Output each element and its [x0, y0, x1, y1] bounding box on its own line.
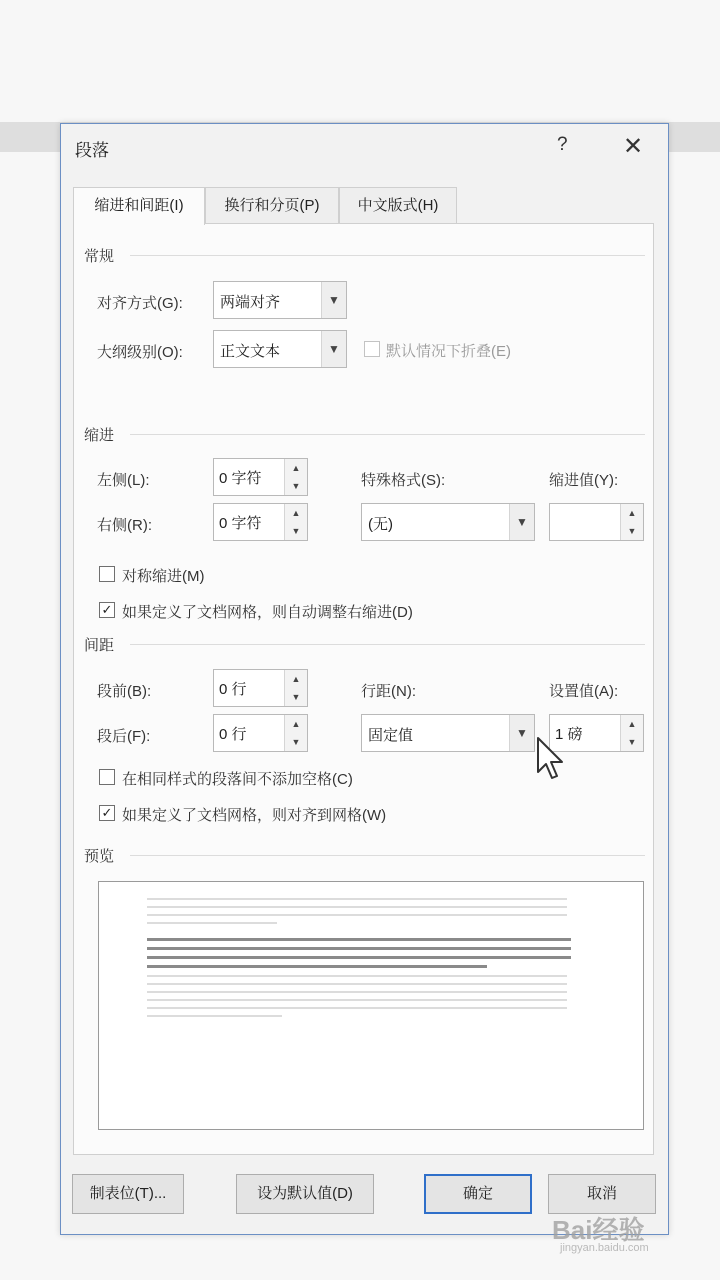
alignment-value: 两端对齐	[220, 294, 281, 311]
spin-up-icon[interactable]: ▲	[285, 504, 307, 523]
ok-button[interactable]: 确定	[424, 1174, 532, 1214]
spacing-before-value: 0 行	[219, 681, 247, 698]
preview-line	[147, 922, 277, 924]
indent-right-label: 右侧(R):	[97, 517, 152, 534]
no-space-same-style-checkbox[interactable]	[99, 769, 115, 785]
mirror-indents-label: 对称缩进(M)	[122, 568, 205, 585]
spin-up-icon[interactable]: ▲	[285, 459, 307, 478]
special-indent-label: 特殊格式(S):	[361, 472, 446, 489]
spin-up-icon[interactable]: ▲	[621, 715, 643, 734]
mouse-cursor-icon	[536, 736, 566, 784]
spin-down-icon[interactable]: ▼	[285, 477, 307, 495]
tab-line-page-breaks[interactable]: 换行和分页(P)	[205, 187, 339, 223]
alignment-select[interactable]	[213, 281, 347, 319]
spin-up-icon[interactable]: ▲	[621, 504, 643, 523]
indent-left-value: 0 字符	[219, 470, 262, 487]
chevron-down-icon: ▼	[321, 331, 346, 367]
preview-box	[98, 881, 644, 1130]
spin-up-icon[interactable]: ▲	[285, 670, 307, 689]
outline-level-select[interactable]	[213, 330, 347, 368]
line-spacing-select[interactable]	[361, 714, 535, 752]
collapse-checkbox[interactable]	[364, 341, 380, 357]
preview-line	[147, 914, 567, 916]
preview-line	[147, 947, 571, 950]
preview-line	[147, 965, 487, 968]
alignment-label: 对齐方式(G):	[97, 295, 183, 312]
snap-to-grid-label: 如果定义了文档网格，则对齐到网格(W)	[122, 807, 387, 824]
auto-adjust-label: 如果定义了文档网格，则自动调整右缩进(D)	[122, 604, 413, 621]
tab-indents-spacing[interactable]: 缩进和间距(I)	[73, 187, 205, 225]
special-indent-value: (无)	[368, 516, 393, 533]
spacing-at-value: 1 磅	[555, 726, 583, 743]
watermark-logo: Bai经验	[552, 1215, 645, 1245]
indent-left-label: 左侧(L):	[97, 472, 150, 489]
spacing-at-label: 设置值(A):	[549, 683, 619, 700]
spin-down-icon[interactable]: ▼	[285, 733, 307, 751]
section-general: 常规	[84, 248, 115, 265]
preview-line	[147, 1015, 282, 1017]
chevron-down-icon: ▼	[509, 715, 534, 751]
spacing-before-spinner[interactable]	[213, 669, 308, 707]
spin-down-icon[interactable]: ▼	[285, 522, 307, 540]
spacing-before-label: 段前(B):	[97, 683, 152, 700]
tab-asian-typography[interactable]: 中文版式(H)	[339, 187, 457, 223]
spin-down-icon[interactable]: ▼	[285, 688, 307, 706]
section-divider	[130, 644, 645, 645]
set-as-default-button[interactable]: 设为默认值(D)	[236, 1174, 374, 1214]
paragraph-dialog	[60, 123, 669, 1235]
preview-line	[147, 906, 567, 908]
tabs-button[interactable]: 制表位(T)...	[72, 1174, 184, 1214]
section-spacing: 间距	[84, 637, 115, 654]
spacing-after-value: 0 行	[219, 726, 247, 743]
chevron-down-icon: ▼	[509, 504, 534, 540]
indent-by-label: 缩进值(Y):	[549, 472, 619, 489]
tab-panel	[73, 223, 654, 1155]
indent-left-spinner[interactable]	[213, 458, 308, 496]
close-button[interactable]: ✕	[623, 133, 644, 160]
mirror-indents-checkbox[interactable]	[99, 566, 115, 582]
auto-adjust-checkbox[interactable]: ✓	[99, 602, 115, 618]
spin-down-icon[interactable]: ▼	[621, 733, 643, 751]
no-space-same-style-label: 在相同样式的段落间不添加空格(C)	[122, 771, 353, 788]
outline-level-value: 正文文本	[220, 343, 281, 360]
spacing-after-label: 段后(F):	[97, 728, 151, 745]
watermark-url: jingyan.baidu.com	[560, 1242, 649, 1254]
section-divider	[130, 855, 645, 856]
line-spacing-label: 行距(N):	[361, 683, 416, 700]
cancel-button[interactable]: 取消	[548, 1174, 656, 1214]
line-spacing-value: 固定值	[368, 727, 414, 744]
preview-line	[147, 956, 571, 959]
help-button[interactable]: ?	[557, 134, 568, 155]
spacing-after-spinner[interactable]	[213, 714, 308, 752]
section-divider	[130, 434, 645, 435]
preview-line	[147, 975, 567, 977]
indent-by-spinner[interactable]	[549, 503, 644, 541]
special-indent-select[interactable]	[361, 503, 535, 541]
preview-line	[147, 999, 567, 1001]
snap-to-grid-checkbox[interactable]: ✓	[99, 805, 115, 821]
dialog-title: 段落	[75, 141, 109, 160]
section-preview: 预览	[84, 848, 115, 865]
outline-level-label: 大纲级别(O):	[97, 344, 183, 361]
spin-up-icon[interactable]: ▲	[285, 715, 307, 734]
collapse-label: 默认情况下折叠(E)	[386, 343, 511, 360]
section-indentation: 缩进	[84, 427, 115, 444]
section-divider	[130, 255, 645, 256]
preview-line	[147, 898, 567, 900]
preview-line	[147, 1007, 567, 1009]
chevron-down-icon: ▼	[321, 282, 346, 318]
preview-line	[147, 938, 571, 941]
preview-line	[147, 991, 567, 993]
indent-right-spinner[interactable]	[213, 503, 308, 541]
spin-down-icon[interactable]: ▼	[621, 522, 643, 540]
indent-right-value: 0 字符	[219, 515, 262, 532]
preview-line	[147, 983, 567, 985]
